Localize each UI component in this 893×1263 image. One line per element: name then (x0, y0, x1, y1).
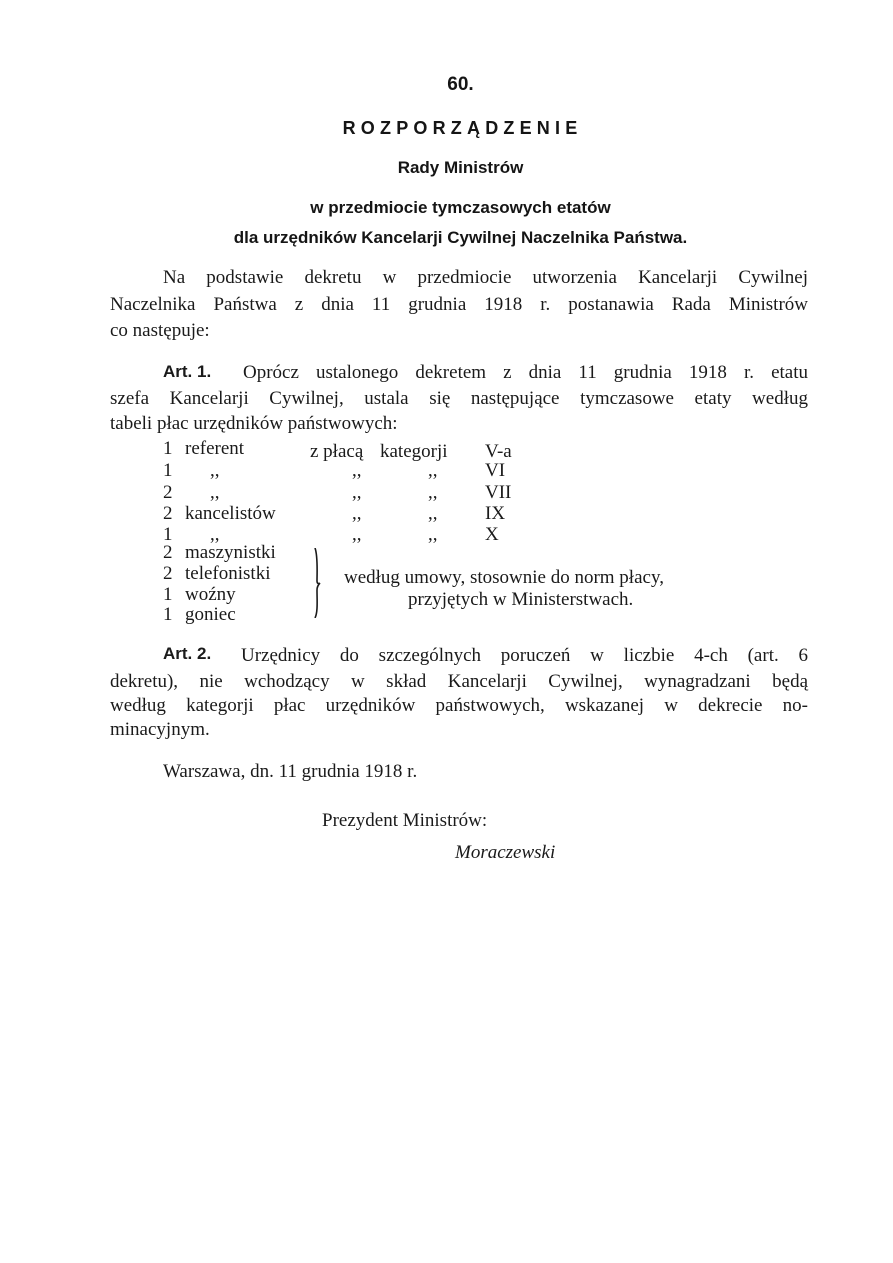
table-row-role: ,, (210, 460, 220, 481)
article-2-label: Art. 2. (163, 644, 212, 663)
table-row-mid: ,, (352, 482, 362, 503)
article-1-line: Oprócz ustalonego dekretem z dnia 11 grudnia 1918 r. etatu (243, 362, 808, 383)
table-row-count: 2 (163, 503, 173, 524)
table-row-mid2: ,, (428, 524, 438, 545)
article-2-line: minacyjnym. (110, 719, 210, 740)
table-row-mid2: ,, (428, 482, 438, 503)
subtitle-issuer: Rady Ministrów (397, 158, 524, 177)
document-title: ROZPORZĄDZENIE (342, 118, 583, 138)
table-row-category: VI (485, 460, 506, 481)
table-row-category: VII (485, 482, 512, 503)
subtitle-scope: dla urzędników Kancelarji Cywilnej Naczelnika Państwa. (233, 228, 688, 247)
article-1-label: Art. 1. (163, 362, 212, 381)
table-row-count: 2 (163, 482, 173, 503)
contract-note-line: według umowy, stosownie do norm płacy, (344, 567, 664, 588)
curly-brace-icon (313, 548, 321, 618)
contract-row-count: 1 (163, 604, 173, 625)
table-row-mid: ,, (352, 524, 362, 545)
table-row-role: referent (185, 438, 245, 459)
table-row-category: IX (485, 503, 506, 524)
contract-row-count: 1 (163, 584, 173, 605)
contract-row-role: maszynistki (185, 542, 276, 563)
signature-name: Moraczewski (455, 842, 556, 863)
article-2-line: według kategorji płac urzędników państwowych, wskazanej w dekrecie no- (110, 695, 808, 716)
table-row-count: 1 (163, 460, 173, 481)
table-row-category: V-a (485, 441, 512, 462)
article-2-line: dekretu), nie wchodzący w skład Kancelarji Cywilnej, wynagradzani będą (110, 671, 808, 692)
preamble-line: co następuje: (110, 320, 210, 341)
table-row-mid2: ,, (428, 460, 438, 481)
contract-row-role: telefonistki (185, 563, 271, 584)
table-row-count: 1 (163, 524, 173, 545)
table-row-role: ,, (210, 524, 220, 545)
table-row-mid: ,, (352, 460, 362, 481)
contract-row-role: goniec (185, 604, 236, 625)
preamble-line: Na podstawie dekretu w przedmiocie utworzenia Kancelarji Cywilnej (163, 267, 808, 288)
contract-row-count: 2 (163, 563, 173, 584)
table-row-role: ,, (210, 482, 220, 503)
table-row-mid2: kategorji (380, 441, 448, 462)
contract-row-role: woźny (185, 584, 236, 605)
table-row-category: X (485, 524, 499, 545)
table-row-mid: ,, (352, 503, 362, 524)
place-and-date: Warszawa, dn. 11 grudnia 1918 r. (163, 761, 418, 782)
article-1-line: tabeli płac urzędników państwowych: (110, 413, 398, 434)
contract-note-line: przyjętych w Ministerstwach. (408, 589, 634, 610)
article-1-line: szefa Kancelarji Cywilnej, ustala się następujące tymczasowe etaty według (110, 388, 808, 409)
table-row-role: kancelistów (185, 503, 276, 524)
table-row-mid: z płacą (310, 441, 364, 462)
table-row-count: 1 (163, 438, 173, 459)
preamble-line: Naczelnika Państwa z dnia 11 grudnia 1918 r. postanawia Rada Ministrów (110, 294, 808, 315)
table-row-mid2: ,, (428, 503, 438, 524)
article-2-line: Urzędnicy do szczególnych poruczeń w liczbie 4-ch (art. 6 (241, 645, 808, 666)
signature-title: Prezydent Ministrów: (322, 810, 488, 831)
page-number: 60. (447, 74, 474, 95)
subtitle-subject: w przedmiocie tymczasowych etatów (310, 198, 611, 217)
contract-row-count: 2 (163, 542, 173, 563)
